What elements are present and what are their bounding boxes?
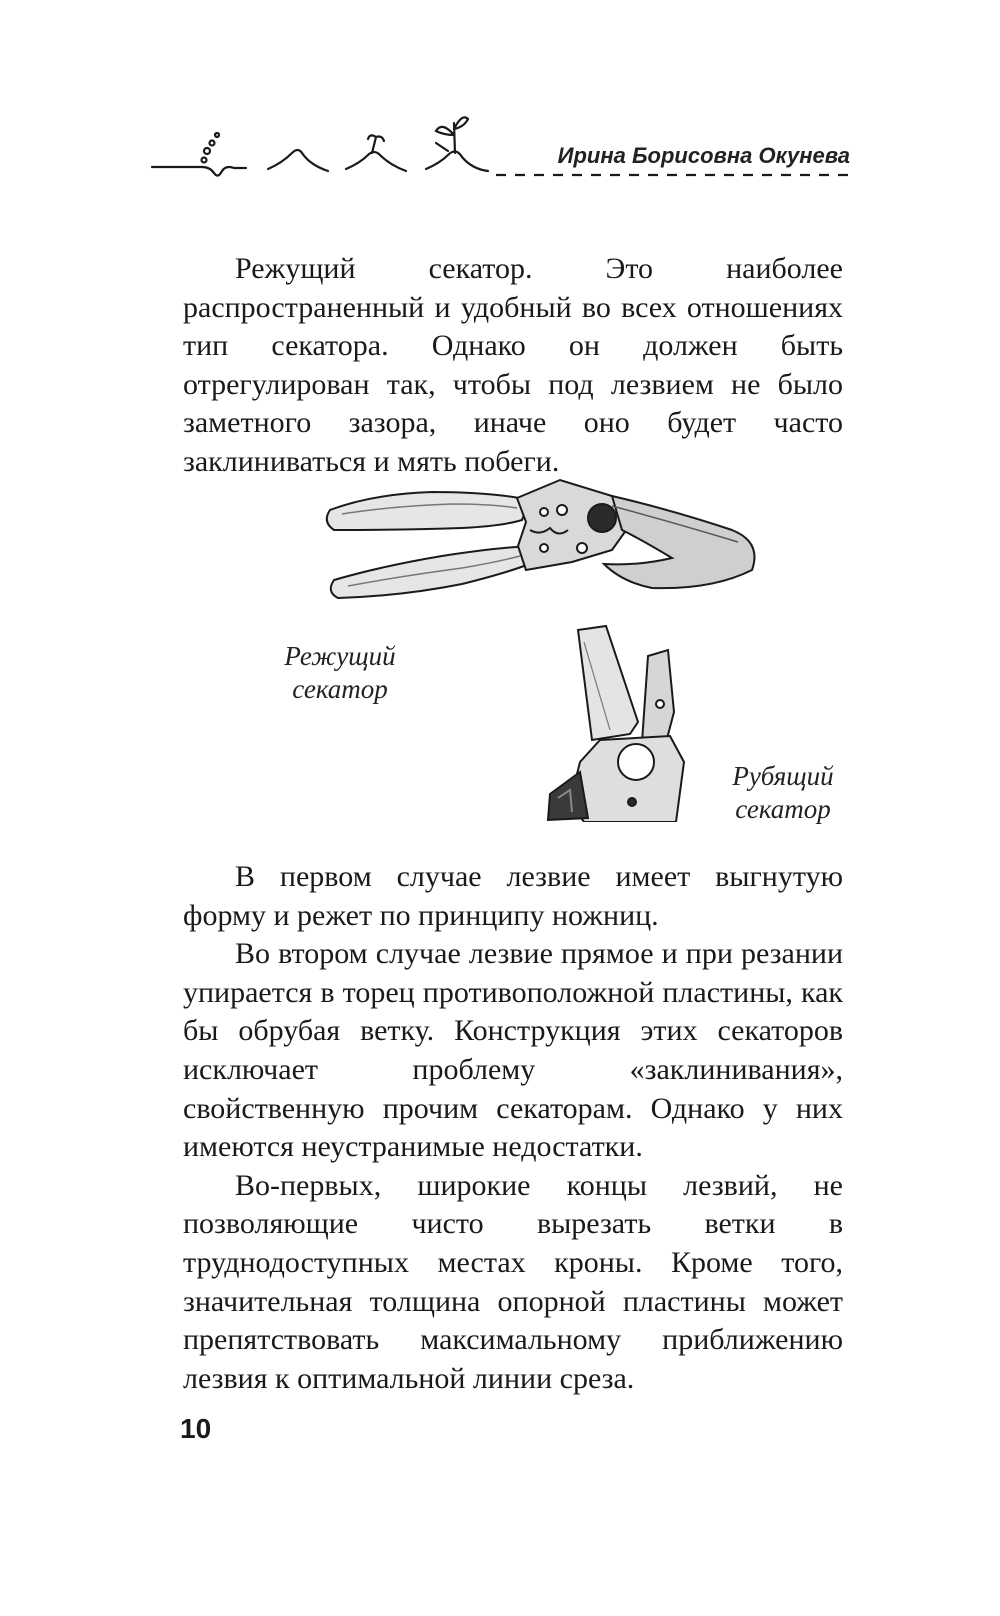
caption-chopping-pruner: Рубящий секатор — [732, 761, 834, 824]
body-text-bottom — [183, 858, 843, 1398]
paragraph: В первом случае лезвие имеет выгнутую форму и режет по принципу ножниц. — [183, 860, 843, 932]
paragraph: Режущий секатор. Это наиболее распространенный и удобный во всех отношениях тип секатора. Однако он должен быть отрегулирован так, чтобы под лезвием не было заметного зазора, иначе оно будет часто заклиниваться и мять побеги. — [183, 252, 843, 478]
anvil-pruner-illustration-icon — [540, 622, 700, 822]
bypass-pruner-illustration-icon — [312, 470, 772, 620]
paragraph: Во втором случае лезвие прямое и при резании упирается в торец противоположной пластины, как бы обрубая ветку. Конструкция этих секаторов исключает проблему «заклинивания», свойственную прочим секаторам. Однако у них имеются неустранимые недостатки. — [183, 937, 843, 1164]
author-name: Ирина Борисовна Окунева — [557, 143, 850, 168]
page-number: 10 — [180, 1413, 212, 1444]
caption-cutting-pruner: Режущий секатор — [284, 641, 396, 704]
body-text-top — [183, 250, 843, 482]
running-header — [150, 105, 850, 200]
paragraph: Во-первых, широкие концы лезвий, не позволяющие чисто вырезать ветки в труднодоступных местах кроны. Кроме того, значительная толщина опорной пластины может препятствовать максимальному приближению лезвия к оптимальной линии среза. — [183, 1168, 843, 1395]
